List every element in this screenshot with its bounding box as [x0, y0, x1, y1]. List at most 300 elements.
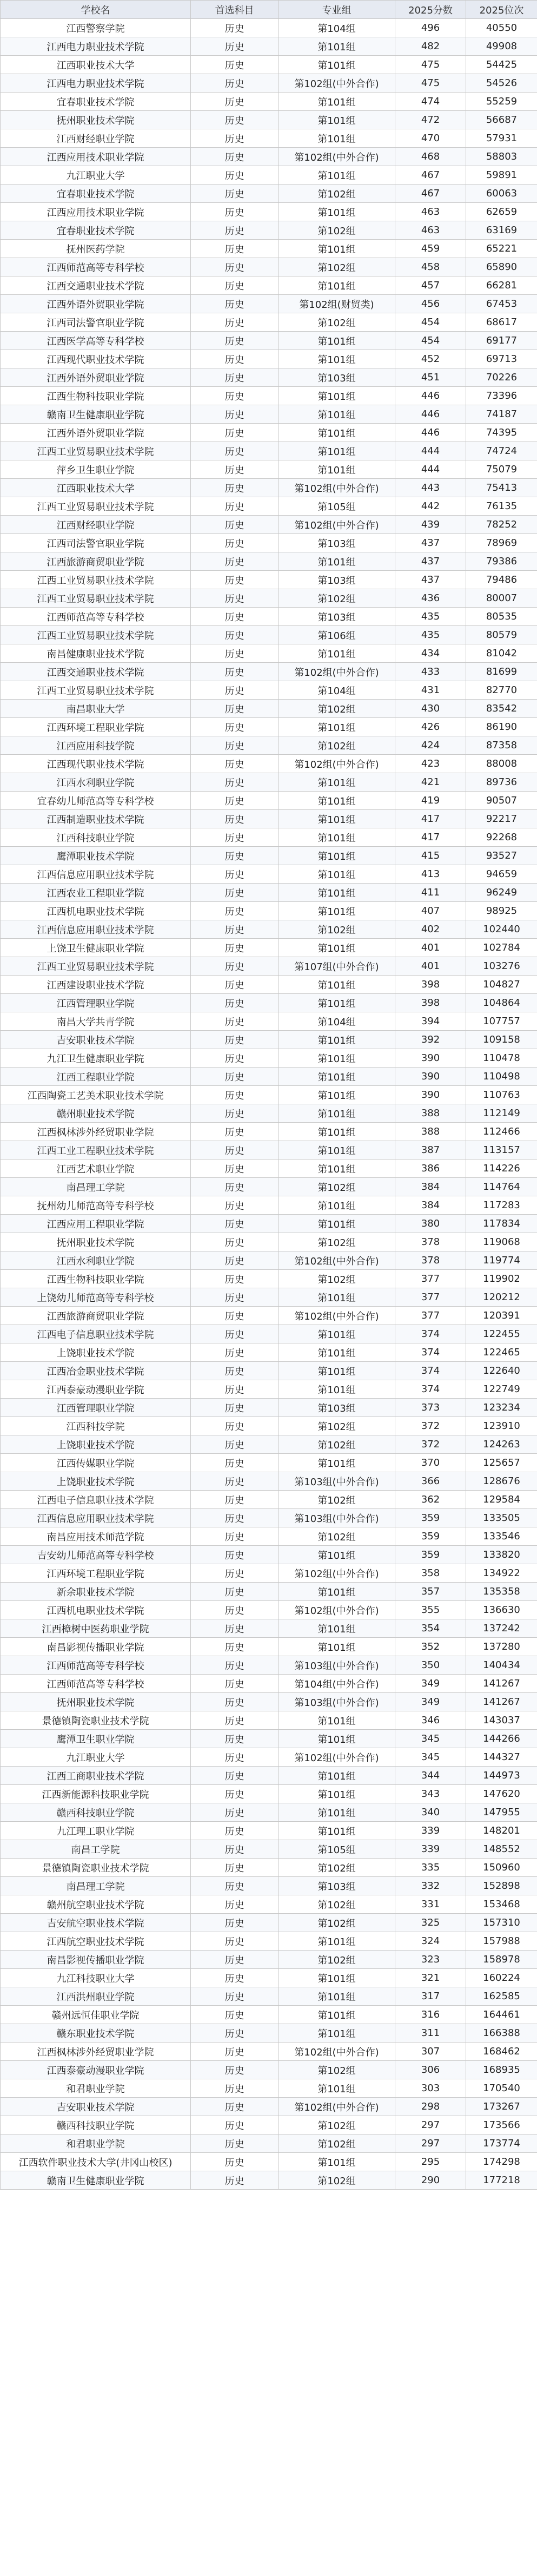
- table-row: [1, 534, 537, 552]
- group-cell: 第102组: [279, 700, 395, 718]
- table-row: [1, 1767, 537, 1785]
- group-cell: 第103组: [279, 1399, 395, 1417]
- table-row: [1, 1288, 537, 1307]
- rank-cell: 54425: [466, 56, 537, 74]
- group-cell: 第101组: [279, 442, 395, 460]
- rank-cell: 67453: [466, 295, 537, 313]
- rank-cell: 166388: [466, 2024, 537, 2043]
- school-cell: 江西工业贸易职业技术学院: [1, 589, 191, 608]
- score-cell: 426: [395, 718, 466, 736]
- school-cell: 江西机电职业技术学院: [1, 1601, 191, 1619]
- table-row: [1, 626, 537, 644]
- subject-cell: 历史: [191, 56, 279, 74]
- score-cell: 388: [395, 1104, 466, 1123]
- school-cell: 宜春职业技术学院: [1, 185, 191, 203]
- rank-cell: 173267: [466, 2098, 537, 2116]
- table-row: [1, 387, 537, 405]
- subject-cell: 历史: [191, 994, 279, 1012]
- group-cell: 第101组: [279, 1141, 395, 1159]
- table-row: [1, 166, 537, 185]
- school-cell: 江西工业贸易职业技术学院: [1, 626, 191, 644]
- group-cell: 第102组: [279, 1270, 395, 1288]
- score-cell: 496: [395, 19, 466, 37]
- rank-cell: 123910: [466, 1417, 537, 1435]
- school-cell: 鹰潭卫生职业学院: [1, 1730, 191, 1748]
- score-cell: 316: [395, 2006, 466, 2024]
- school-cell: 抚州医药学院: [1, 240, 191, 258]
- subject-cell: 历史: [191, 1767, 279, 1785]
- rank-cell: 102440: [466, 920, 537, 939]
- group-cell: 第101组: [279, 276, 395, 295]
- table-body: [1, 19, 537, 2190]
- rank-cell: 174298: [466, 2153, 537, 2171]
- subject-cell: 历史: [191, 571, 279, 589]
- rank-cell: 80535: [466, 608, 537, 626]
- rank-cell: 69177: [466, 332, 537, 350]
- subject-cell: 历史: [191, 2153, 279, 2171]
- subject-cell: 历史: [191, 1049, 279, 1068]
- school-cell: 江西司法警官职业学院: [1, 313, 191, 332]
- table-row: [1, 56, 537, 74]
- score-cell: 377: [395, 1270, 466, 1288]
- rank-cell: 147955: [466, 1803, 537, 1822]
- table-row: [1, 497, 537, 516]
- group-cell: 第101组: [279, 1068, 395, 1086]
- score-cell: 355: [395, 1601, 466, 1619]
- school-cell: 江西陶瓷工艺美术职业技术学院: [1, 1086, 191, 1104]
- score-cell: 398: [395, 976, 466, 994]
- school-cell: 江西师范高等专科学校: [1, 1675, 191, 1693]
- score-cell: 349: [395, 1693, 466, 1711]
- rank-cell: 75079: [466, 460, 537, 479]
- table-row: [1, 1785, 537, 1803]
- school-cell: 江西交通职业技术学院: [1, 276, 191, 295]
- subject-cell: 历史: [191, 2171, 279, 2190]
- school-cell: 江西环境工程职业学院: [1, 718, 191, 736]
- subject-cell: 历史: [191, 2098, 279, 2116]
- table-row: [1, 608, 537, 626]
- subject-cell: 历史: [191, 1159, 279, 1178]
- subject-cell: 历史: [191, 497, 279, 516]
- rank-cell: 143037: [466, 1711, 537, 1730]
- rank-cell: 86190: [466, 718, 537, 736]
- school-cell: 上饶职业技术学院: [1, 1435, 191, 1454]
- group-cell: 第101组: [279, 792, 395, 810]
- rank-cell: 104827: [466, 976, 537, 994]
- score-cell: 345: [395, 1730, 466, 1748]
- subject-cell: 历史: [191, 185, 279, 203]
- subject-cell: 历史: [191, 1527, 279, 1546]
- group-cell: 第101组: [279, 1123, 395, 1141]
- score-cell: 374: [395, 1325, 466, 1343]
- school-cell: 江西师范高等专科学校: [1, 608, 191, 626]
- score-cell: 332: [395, 1877, 466, 1895]
- school-cell: 江西水利职业学院: [1, 773, 191, 792]
- subject-cell: 历史: [191, 1638, 279, 1656]
- group-cell: 第101组: [279, 1730, 395, 1748]
- rank-cell: 144266: [466, 1730, 537, 1748]
- rank-cell: 158978: [466, 1951, 537, 1969]
- subject-cell: 历史: [191, 718, 279, 736]
- school-cell: 江西工业贸易职业技术学院: [1, 571, 191, 589]
- school-cell: 上饶卫生健康职业学院: [1, 939, 191, 957]
- subject-cell: 历史: [191, 1564, 279, 1583]
- table-row: [1, 939, 537, 957]
- group-cell: 第101组: [279, 1049, 395, 1068]
- subject-cell: 历史: [191, 1435, 279, 1454]
- subject-cell: 历史: [191, 1454, 279, 1472]
- school-cell: 江西外语外贸职业学院: [1, 295, 191, 313]
- subject-cell: 历史: [191, 1951, 279, 1969]
- group-cell: 第102组: [279, 1491, 395, 1509]
- score-cell: 377: [395, 1307, 466, 1325]
- school-cell: 江西警察学院: [1, 19, 191, 37]
- rank-cell: 92217: [466, 810, 537, 828]
- group-cell: 第101组: [279, 1362, 395, 1380]
- subject-cell: 历史: [191, 19, 279, 37]
- subject-cell: 历史: [191, 37, 279, 56]
- score-cell: 372: [395, 1417, 466, 1435]
- score-cell: 442: [395, 497, 466, 516]
- subject-cell: 历史: [191, 828, 279, 847]
- school-cell: 鹰潭职业技术学院: [1, 847, 191, 865]
- group-cell: 第102组: [279, 736, 395, 755]
- school-cell: 赣南卫生健康职业学院: [1, 405, 191, 424]
- rank-cell: 173774: [466, 2134, 537, 2153]
- subject-cell: 历史: [191, 1343, 279, 1362]
- table-row: [1, 1619, 537, 1638]
- table-row: [1, 828, 537, 847]
- score-cell: 454: [395, 332, 466, 350]
- score-cell: 482: [395, 37, 466, 56]
- rank-cell: 98925: [466, 902, 537, 920]
- subject-cell: 历史: [191, 681, 279, 700]
- subject-cell: 历史: [191, 221, 279, 240]
- score-cell: 456: [395, 295, 466, 313]
- subject-cell: 历史: [191, 1546, 279, 1564]
- subject-cell: 历史: [191, 1380, 279, 1399]
- school-cell: 南昌理工学院: [1, 1178, 191, 1196]
- score-cell: 472: [395, 111, 466, 129]
- rank-cell: 96249: [466, 884, 537, 902]
- subject-cell: 历史: [191, 1583, 279, 1601]
- group-cell: 第103组: [279, 534, 395, 552]
- group-cell: 第102组: [279, 1435, 395, 1454]
- group-cell: 第102组: [279, 2116, 395, 2134]
- rank-cell: 114764: [466, 1178, 537, 1196]
- table-row: [1, 368, 537, 387]
- subject-cell: 历史: [191, 626, 279, 644]
- score-cell: 434: [395, 644, 466, 663]
- table-row: [1, 1399, 537, 1417]
- rank-cell: 119774: [466, 1251, 537, 1270]
- group-cell: 第101组: [279, 847, 395, 865]
- group-cell: 第101组: [279, 111, 395, 129]
- school-cell: 抚州职业技术学院: [1, 111, 191, 129]
- rank-cell: 117283: [466, 1196, 537, 1215]
- group-cell: 第101组: [279, 884, 395, 902]
- rank-cell: 104864: [466, 994, 537, 1012]
- table-row: [1, 19, 537, 37]
- rank-cell: 76135: [466, 497, 537, 516]
- group-cell: 第104组(中外合作): [279, 1675, 395, 1693]
- rank-cell: 147620: [466, 1785, 537, 1803]
- score-cell: 340: [395, 1803, 466, 1822]
- school-cell: 抚州职业技术学院: [1, 1233, 191, 1251]
- rank-cell: 78252: [466, 516, 537, 534]
- group-cell: 第101组: [279, 1822, 395, 1840]
- school-cell: 抚州职业技术学院: [1, 1693, 191, 1711]
- subject-cell: 历史: [191, 736, 279, 755]
- subject-cell: 历史: [191, 258, 279, 276]
- group-cell: 第101组: [279, 332, 395, 350]
- school-cell: 南昌理工学院: [1, 1877, 191, 1895]
- school-cell: 江西环境工程职业学院: [1, 1564, 191, 1583]
- table-row: [1, 644, 537, 663]
- school-cell: 南昌应用技术师范学院: [1, 1527, 191, 1546]
- school-cell: 江西电子信息职业技术学院: [1, 1325, 191, 1343]
- subject-cell: 历史: [191, 516, 279, 534]
- score-cell: 435: [395, 608, 466, 626]
- school-cell: 九江卫生健康职业学院: [1, 1049, 191, 1068]
- score-cell: 468: [395, 148, 466, 166]
- rank-cell: 73396: [466, 387, 537, 405]
- table-row: [1, 516, 537, 534]
- group-cell: 第102组(中外合作): [279, 1748, 395, 1767]
- score-cell: 346: [395, 1711, 466, 1730]
- subject-cell: 历史: [191, 479, 279, 497]
- school-cell: 江西管理职业学院: [1, 1399, 191, 1417]
- school-cell: 江西工业贸易职业技术学院: [1, 442, 191, 460]
- score-cell: 436: [395, 589, 466, 608]
- school-cell: 江西财经职业学院: [1, 129, 191, 148]
- subject-cell: 历史: [191, 1399, 279, 1417]
- subject-cell: 历史: [191, 644, 279, 663]
- table-row: [1, 1380, 537, 1399]
- subject-cell: 历史: [191, 1325, 279, 1343]
- table-row: [1, 2061, 537, 2079]
- table-row: [1, 1141, 537, 1159]
- table-row: [1, 1123, 537, 1141]
- group-cell: 第101组: [279, 93, 395, 111]
- school-cell: 江西航空职业技术学院: [1, 1932, 191, 1951]
- score-cell: 311: [395, 2024, 466, 2043]
- group-cell: 第101组: [279, 1711, 395, 1730]
- subject-cell: 历史: [191, 368, 279, 387]
- subject-cell: 历史: [191, 1711, 279, 1730]
- school-cell: 江西科技学院: [1, 1417, 191, 1435]
- score-cell: 417: [395, 810, 466, 828]
- school-cell: 宜春职业技术学院: [1, 93, 191, 111]
- school-cell: 上饶幼儿师范高等专科学校: [1, 1288, 191, 1307]
- score-cell: 359: [395, 1509, 466, 1527]
- table-row: [1, 902, 537, 920]
- rank-cell: 119902: [466, 1270, 537, 1288]
- rank-cell: 150960: [466, 1859, 537, 1877]
- subject-cell: 历史: [191, 534, 279, 552]
- school-cell: 新余职业技术学院: [1, 1583, 191, 1601]
- school-cell: 江西现代职业技术学院: [1, 755, 191, 773]
- group-cell: 第102组: [279, 221, 395, 240]
- score-cell: 390: [395, 1049, 466, 1068]
- subject-cell: 历史: [191, 1840, 279, 1859]
- table-row: [1, 792, 537, 810]
- rank-cell: 68617: [466, 313, 537, 332]
- score-cell: 373: [395, 1399, 466, 1417]
- table-row: [1, 2116, 537, 2134]
- rank-cell: 65890: [466, 258, 537, 276]
- group-cell: 第102组(中外合作): [279, 755, 395, 773]
- score-cell: 324: [395, 1932, 466, 1951]
- rank-cell: 124263: [466, 1435, 537, 1454]
- subject-cell: 历史: [191, 1785, 279, 1803]
- group-cell: 第101组: [279, 1343, 395, 1362]
- rank-cell: 107757: [466, 1012, 537, 1031]
- score-cell: 380: [395, 1215, 466, 1233]
- score-cell: 394: [395, 1012, 466, 1031]
- score-cell: 407: [395, 902, 466, 920]
- table-row: [1, 1362, 537, 1380]
- score-cell: 339: [395, 1840, 466, 1859]
- rank-cell: 60063: [466, 185, 537, 203]
- score-cell: 437: [395, 534, 466, 552]
- rank-cell: 40550: [466, 19, 537, 37]
- school-cell: 江西现代职业技术学院: [1, 350, 191, 368]
- school-cell: 南昌影视传播职业学院: [1, 1638, 191, 1656]
- rank-cell: 54526: [466, 74, 537, 93]
- rank-cell: 109158: [466, 1031, 537, 1049]
- rank-cell: 49908: [466, 37, 537, 56]
- score-cell: 458: [395, 258, 466, 276]
- score-cell: 384: [395, 1178, 466, 1196]
- group-cell: 第104组: [279, 1012, 395, 1031]
- table-row: [1, 1454, 537, 1472]
- table-row: [1, 681, 537, 700]
- group-cell: 第102组: [279, 1895, 395, 1914]
- rank-cell: 114226: [466, 1159, 537, 1178]
- group-cell: 第101组: [279, 1546, 395, 1564]
- school-cell: 南昌健康职业技术学院: [1, 644, 191, 663]
- table-row: [1, 1215, 537, 1233]
- table-row: [1, 1693, 537, 1711]
- score-cell: 444: [395, 442, 466, 460]
- school-cell: 江西师范高等专科学校: [1, 1656, 191, 1675]
- subject-cell: 历史: [191, 1123, 279, 1141]
- table-row: [1, 1233, 537, 1251]
- table-row: [1, 1325, 537, 1343]
- score-cell: 323: [395, 1951, 466, 1969]
- group-cell: 第101组: [279, 994, 395, 1012]
- group-cell: 第102组(中外合作): [279, 1601, 395, 1619]
- rank-cell: 134922: [466, 1564, 537, 1583]
- group-cell: 第101组: [279, 865, 395, 884]
- score-cell: 474: [395, 93, 466, 111]
- group-cell: 第102组: [279, 2134, 395, 2153]
- subject-cell: 历史: [191, 1233, 279, 1251]
- score-cell: 437: [395, 571, 466, 589]
- school-cell: 江西传媒职业学院: [1, 1454, 191, 1472]
- score-cell: 457: [395, 276, 466, 295]
- subject-cell: 历史: [191, 1068, 279, 1086]
- school-cell: 江西艺术职业学院: [1, 1159, 191, 1178]
- score-cell: 297: [395, 2116, 466, 2134]
- score-cell: 424: [395, 736, 466, 755]
- table-row: [1, 810, 537, 828]
- header-school: 学校名: [1, 1, 191, 19]
- school-cell: 江西职业技术大学: [1, 56, 191, 74]
- school-cell: 江西泰豪动漫职业学院: [1, 1380, 191, 1399]
- school-cell: 江西职业技术大学: [1, 479, 191, 497]
- subject-cell: 历史: [191, 1196, 279, 1215]
- rank-cell: 129584: [466, 1491, 537, 1509]
- subject-cell: 历史: [191, 1104, 279, 1123]
- subject-cell: 历史: [191, 608, 279, 626]
- rank-cell: 110498: [466, 1068, 537, 1086]
- group-cell: 第101组: [279, 1159, 395, 1178]
- table-row: [1, 1307, 537, 1325]
- table-row: [1, 1877, 537, 1895]
- school-cell: 江西旅游商贸职业学院: [1, 1307, 191, 1325]
- rank-cell: 133546: [466, 1527, 537, 1546]
- school-cell: 江西应用科技学院: [1, 736, 191, 755]
- group-cell: 第101组: [279, 1785, 395, 1803]
- table-row: [1, 295, 537, 313]
- school-cell: 抚州幼儿师范高等专科学校: [1, 1196, 191, 1215]
- score-cell: 349: [395, 1675, 466, 1693]
- subject-cell: 历史: [191, 203, 279, 221]
- group-cell: 第102组: [279, 589, 395, 608]
- table-row: [1, 718, 537, 736]
- group-cell: 第101组: [279, 1215, 395, 1233]
- subject-cell: 历史: [191, 111, 279, 129]
- rank-cell: 78969: [466, 534, 537, 552]
- score-cell: 444: [395, 460, 466, 479]
- score-cell: 463: [395, 221, 466, 240]
- table-row: [1, 442, 537, 460]
- subject-cell: 历史: [191, 884, 279, 902]
- group-cell: 第101组: [279, 1987, 395, 2006]
- school-cell: 江西电力职业技术学院: [1, 74, 191, 93]
- school-cell: 江西司法警官职业学院: [1, 534, 191, 552]
- group-cell: 第102组: [279, 1951, 395, 1969]
- group-cell: 第102组(中外合作): [279, 1251, 395, 1270]
- rank-cell: 93527: [466, 847, 537, 865]
- score-cell: 297: [395, 2134, 466, 2153]
- score-cell: 377: [395, 1288, 466, 1307]
- school-cell: 赣东职业技术学院: [1, 2024, 191, 2043]
- table-row: [1, 185, 537, 203]
- table-row: [1, 1656, 537, 1675]
- table-row: [1, 1509, 537, 1527]
- table-row: [1, 2171, 537, 2190]
- subject-cell: 历史: [191, 976, 279, 994]
- rank-cell: 80579: [466, 626, 537, 644]
- school-cell: 江西电子信息职业技术学院: [1, 1491, 191, 1509]
- school-cell: 江西生物科技职业学院: [1, 1270, 191, 1288]
- subject-cell: 历史: [191, 1969, 279, 1987]
- group-cell: 第102组: [279, 1914, 395, 1932]
- table-row: [1, 2153, 537, 2171]
- score-cell: 335: [395, 1859, 466, 1877]
- school-cell: 江西樟树中医药职业学院: [1, 1619, 191, 1638]
- rank-cell: 144973: [466, 1767, 537, 1785]
- rank-cell: 81699: [466, 663, 537, 681]
- table-row: [1, 1031, 537, 1049]
- table-row: [1, 1270, 537, 1288]
- rank-cell: 94659: [466, 865, 537, 884]
- subject-cell: 历史: [191, 1932, 279, 1951]
- score-cell: 423: [395, 755, 466, 773]
